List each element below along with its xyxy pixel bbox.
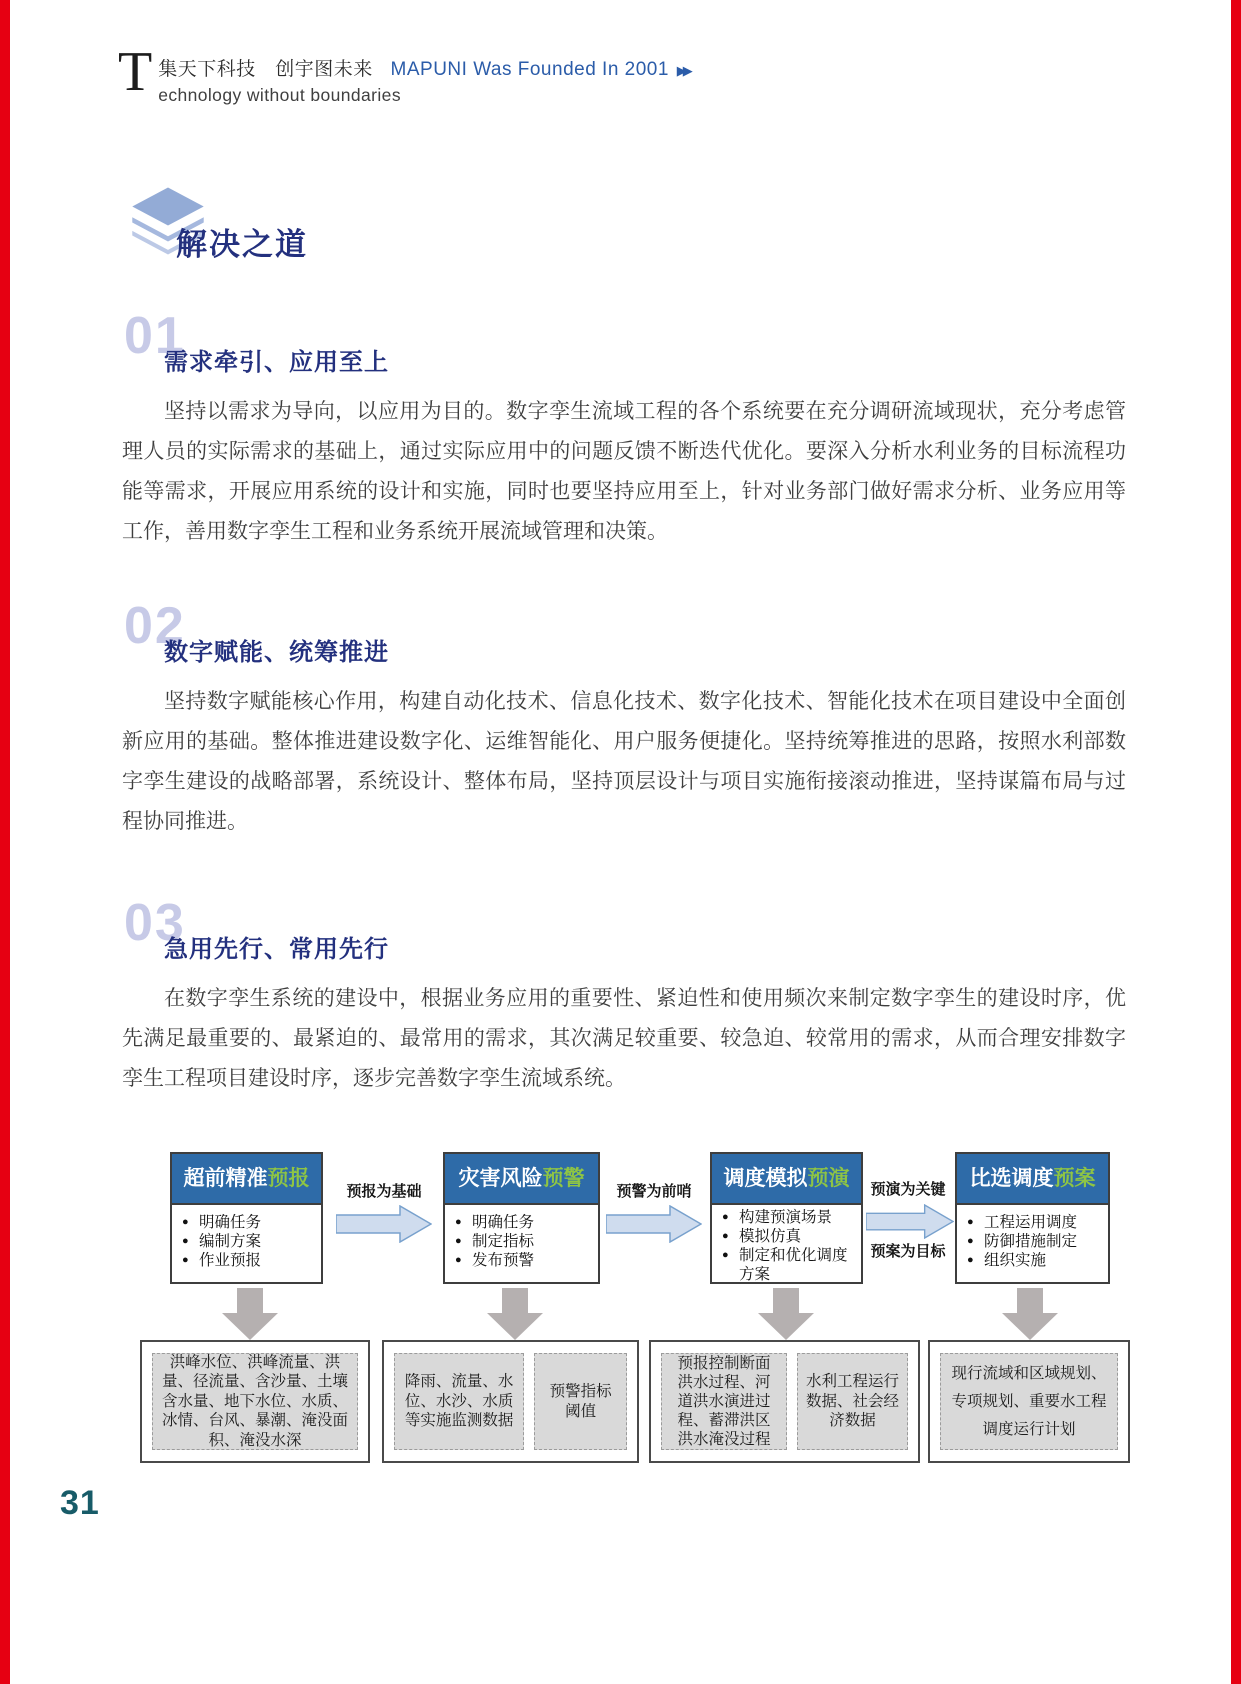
output-item: 现行流域和区域规划、专项规划、重要水工程调度运行计划 xyxy=(940,1353,1118,1450)
right-arrow-icon xyxy=(606,1205,702,1243)
output-item: 洪峰水位、洪峰流量、洪量、径流量、含沙量、土壤含水量、地下水位、水质、冰情、台风、暴潮、淹没面积、淹没水深 xyxy=(152,1353,358,1450)
flow-step-tasks xyxy=(955,1203,1110,1284)
section-body: 坚持以需求为导向，以应用为目的。数字孪生流域工程的各个系统要在充分调研流域现状，充分考虑管理人员的实际需求的基础上，通过实际应用中的问题反馈不断迭代优化。要深入分析水利业务的目标流程功能等需求，开展应用系统的设计和实施，同时也要坚持应用至上，针对业务部门做好需求分析、业务应用等工作，善用数字孪生工程和业务系统开展流域管理和决策。 xyxy=(122,400,1126,543)
flow-step-header xyxy=(710,1152,863,1205)
down-arrow-icon xyxy=(220,1288,280,1340)
section-number: 03 xyxy=(124,894,186,952)
logo-letter-t: T xyxy=(118,41,153,103)
flow-step-header-main: 调度模拟 xyxy=(723,1167,808,1190)
flow-step-header xyxy=(170,1152,323,1205)
section-body: 坚持数字赋能核心作用，构建自动化技术、信息化技术、数字化技术、智能化技术在项目建设中全面创新应用的基础。整体推进建设数字化、运维智能化、用户服务便捷化。坚持统筹推进的思路，按照水利部数字孪生建设的战略部署，系统设计、整体布局，坚持顶层设计与项目实施衔接滚动推进，坚持谋篇布局与过程协同推进。 xyxy=(122,690,1126,833)
output-box-flood-process xyxy=(649,1340,920,1463)
flow-step-simulation xyxy=(710,1152,863,1284)
down-arrow-icon xyxy=(756,1288,816,1340)
task-item: ● 模拟仿真 xyxy=(722,1227,857,1246)
task-item: ● 作业预报 xyxy=(182,1251,317,1270)
flow-step-header-main: 灾害风险 xyxy=(458,1167,543,1190)
page-number: 31 xyxy=(60,1484,100,1522)
flow-step-tasks xyxy=(710,1203,863,1284)
output-item: 预警指标阈值 xyxy=(534,1353,627,1450)
flow-step-forecast xyxy=(170,1152,323,1284)
flow-step-header-accent: 预警 xyxy=(542,1167,585,1190)
flow-step-header-main: 超前精准 xyxy=(183,1167,268,1190)
task-item: ● 编制方案 xyxy=(182,1232,317,1251)
task-item: ● 防御措施制定 xyxy=(967,1232,1104,1251)
flow-step-header xyxy=(955,1152,1110,1205)
flow-step-header-main: 比选调度 xyxy=(969,1167,1054,1190)
page-title: 解决之道 xyxy=(176,227,308,262)
company-logo xyxy=(118,41,689,106)
arrow-label-forecast-basis: 预报为基础 xyxy=(346,1183,422,1200)
task-item: ● 制定指标 xyxy=(455,1232,594,1251)
arrow-label-plan-goal: 预案为目标 xyxy=(870,1243,946,1260)
output-box-monitoring-data xyxy=(382,1340,639,1463)
output-box-forecast-elements xyxy=(140,1340,370,1463)
section-number: 02 xyxy=(124,597,186,655)
arrow-label-warning-outpost: 预警为前哨 xyxy=(616,1183,692,1200)
flow-step-early-warning xyxy=(443,1152,600,1284)
right-edge-accent-bar xyxy=(1231,0,1241,1684)
task-item: ● 工程运用调度 xyxy=(967,1213,1104,1232)
task-item: ● 制定和优化调度方案 xyxy=(722,1246,857,1284)
flow-step-tasks xyxy=(170,1203,323,1284)
flow-step-header-accent: 预报 xyxy=(267,1167,310,1190)
task-item: ● 构建预演场景 xyxy=(722,1208,857,1227)
task-item: ● 组织实施 xyxy=(967,1251,1104,1270)
flow-step-header-accent: 预案 xyxy=(1053,1167,1096,1190)
output-item: 降雨、流量、水位、水沙、水质等实施监测数据 xyxy=(394,1353,524,1450)
logo-founded-text: MAPUNI Was Founded In 2001 xyxy=(390,59,669,80)
section-body: 在数字孪生系统的建设中，根据业务应用的重要性、紧迫性和使用频次来制定数字孪生的建设时序，优先满足最重要的、最紧迫的、最常用的需求，其次满足较重要、较急迫、较常用的需求，从而合理安排数字孪生工程项目建设时序，逐步完善数字孪生流域系统。 xyxy=(122,987,1126,1090)
down-arrow-icon xyxy=(485,1288,545,1340)
output-box-planning xyxy=(928,1340,1130,1463)
arrow-label-rehearsal-key: 预演为关键 xyxy=(870,1181,946,1198)
flow-step-tasks xyxy=(443,1203,600,1284)
section-heading-block xyxy=(130,186,530,266)
section-title: 数字赋能、统筹推进 xyxy=(164,639,389,666)
section-number: 01 xyxy=(124,307,186,365)
right-arrow-icon xyxy=(336,1205,432,1243)
double-arrow-icon: ▶▶ xyxy=(676,63,689,78)
right-arrow-icon xyxy=(866,1204,954,1239)
section-title: 急用先行、常用先行 xyxy=(164,936,389,963)
flow-step-header xyxy=(443,1152,600,1205)
flow-step-header-accent: 预演 xyxy=(807,1167,850,1190)
task-item: ● 明确任务 xyxy=(182,1213,317,1232)
task-item: ● 明确任务 xyxy=(455,1213,594,1232)
left-edge-accent-bar xyxy=(0,0,10,1684)
flow-step-plan xyxy=(955,1152,1110,1284)
logo-tagline: echnology without boundaries xyxy=(158,85,401,105)
logo-text-block xyxy=(158,50,689,106)
task-item: ● 发布预警 xyxy=(455,1251,594,1270)
output-item: 预报控制断面洪水过程、河道洪水演进过程、蓄滞洪区洪水淹没过程 xyxy=(661,1353,787,1450)
logo-slogan-cn: 集天下科技 创宇图未来 xyxy=(158,59,373,80)
section-title: 需求牵引、应用至上 xyxy=(164,349,389,376)
output-item: 水利工程运行数据、社会经济数据 xyxy=(797,1353,908,1450)
down-arrow-icon xyxy=(1000,1288,1060,1340)
logo-line1 xyxy=(158,54,689,81)
